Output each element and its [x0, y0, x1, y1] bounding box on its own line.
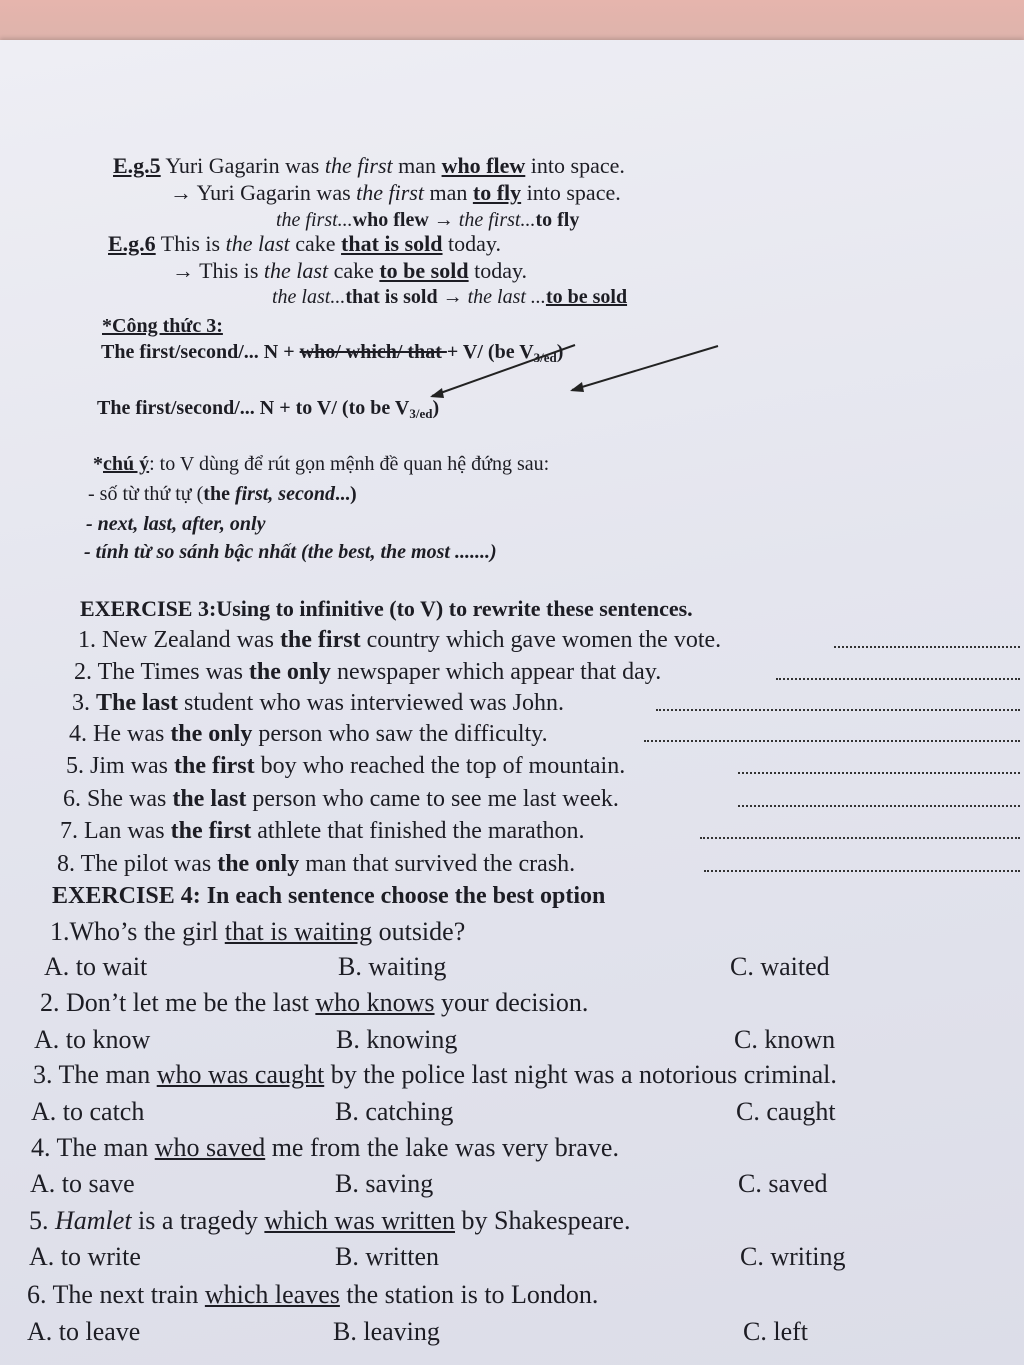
text: today.	[442, 231, 501, 256]
text: 7. Lan was	[60, 818, 171, 844]
option-a: A. to write	[29, 1242, 141, 1271]
text: person who came to see me last week.	[246, 786, 619, 812]
answer-blank	[704, 870, 1020, 872]
emphasis: the only	[170, 721, 253, 747]
text: *	[93, 453, 103, 475]
emphasis: the only	[248, 659, 331, 685]
arrow-line-1	[432, 345, 575, 396]
formula-line-2	[97, 395, 439, 427]
answer-blank	[776, 678, 1020, 680]
underlined-clause: who knows	[315, 988, 435, 1017]
underlined-clause: who was caught	[156, 1060, 325, 1089]
underlined-clause: which was written	[264, 1206, 456, 1235]
text: the	[203, 483, 235, 505]
underlined-clause: that is waiting	[224, 917, 373, 946]
text: to be sold	[545, 286, 628, 308]
text: Yuri Gagarin was	[160, 153, 325, 178]
text: → Yuri Gagarin was	[170, 180, 357, 205]
text: man	[423, 180, 473, 205]
text: 8. The pilot was	[57, 851, 218, 877]
exercise-3-item	[72, 689, 564, 717]
text: 6. The next train	[27, 1280, 205, 1309]
option-c: C. waited	[730, 952, 830, 981]
arrowhead-2	[570, 382, 584, 392]
emphasis: the only	[217, 851, 300, 877]
text: newspaper which appear that day.	[330, 659, 662, 685]
text: 1.Who’s the girl	[50, 917, 225, 946]
option-b: B. written	[335, 1242, 439, 1271]
exercise-3-item	[63, 785, 619, 813]
text: the first...	[276, 209, 353, 231]
emphasis: the first	[174, 753, 255, 779]
text: the first...	[458, 209, 536, 231]
text: 1. New Zealand was	[78, 627, 280, 653]
text: cake	[289, 231, 342, 256]
answer-blank	[834, 646, 1020, 648]
answer-blank	[644, 740, 1020, 742]
struck-text: who/ which/ that	[299, 341, 447, 363]
text: boy who reached the top of mountain.	[254, 753, 626, 779]
note-bullet-1	[88, 481, 357, 507]
exercise-3-item	[69, 720, 548, 748]
exercise-3-title: EXERCISE 3:Using to infinitive (to V) to rewrite these sentences.	[80, 596, 693, 621]
text: 5.	[29, 1206, 55, 1235]
exercise-4-question	[40, 988, 588, 1018]
exercise-4-title: EXERCISE 4: In each sentence choose the best option	[52, 883, 606, 909]
text: This is	[155, 231, 226, 256]
option-b: B. leaving	[333, 1317, 440, 1346]
exercise-3-item	[66, 752, 625, 780]
text: man	[392, 153, 442, 178]
text: the last	[263, 258, 329, 283]
exercise-4-question	[50, 917, 465, 947]
text: 4. He was	[69, 721, 171, 747]
text: The first/second/... N +	[101, 341, 300, 363]
text: + V/ (be V	[446, 341, 534, 363]
text: → This is	[172, 258, 264, 283]
text: athlete that finished the marathon.	[251, 818, 585, 844]
emphasis: the first	[170, 818, 252, 844]
option-a: A. to know	[34, 1025, 151, 1054]
text: to be sold	[379, 258, 469, 283]
exercise-4-question	[31, 1133, 619, 1163]
text: me from the lake was very brave.	[265, 1133, 619, 1162]
text: the last...	[272, 286, 346, 308]
text: by Shakespeare.	[455, 1206, 631, 1235]
emphasis: the last	[172, 786, 247, 812]
text: student who was interviewed was John.	[178, 690, 564, 716]
eg6-label: E.g.6	[108, 231, 156, 256]
subscript: 3/ed	[409, 406, 433, 421]
text: 2. The Times was	[74, 659, 249, 685]
note-label: chú ý	[103, 453, 150, 475]
note-bullet-3: - tính từ so sánh bậc nhất (the best, the most .......)	[84, 541, 497, 563]
text: first, second	[234, 483, 335, 505]
option-a: A. to wait	[44, 952, 148, 981]
text: today.	[468, 258, 528, 283]
formula-heading: *Công thức 3:	[102, 315, 223, 337]
text: the station is to London.	[339, 1280, 599, 1309]
text: the first	[356, 180, 424, 205]
text: →	[428, 209, 459, 231]
text: →	[437, 286, 468, 308]
eg5-label: E.g.5	[113, 153, 161, 178]
text: 2. Don’t let me be the last	[40, 988, 316, 1017]
emphasis: the first	[279, 627, 361, 653]
answer-blank	[700, 837, 1020, 839]
text: the first	[324, 153, 393, 178]
text: )	[556, 341, 564, 363]
text: 3.	[72, 690, 96, 716]
text: - số từ thứ tự (	[88, 483, 204, 505]
text: person who saw the difficulty.	[252, 721, 548, 747]
exercise-3-item	[78, 626, 721, 654]
text: : to V dùng để rút gọn mệnh đề quan hệ đứng sau:	[149, 453, 550, 475]
text: )	[432, 397, 440, 419]
text: the last	[225, 231, 290, 256]
text: 4. The man	[31, 1133, 155, 1162]
text: The first/second/... N + to V/ (to be V	[97, 397, 410, 419]
text: 6. She was	[63, 786, 173, 812]
text: who flew	[352, 209, 429, 231]
text: into space.	[525, 153, 625, 178]
exercise-4-question	[27, 1280, 598, 1310]
option-c: C. writing	[740, 1242, 846, 1271]
text: to fly	[472, 180, 522, 205]
option-a: A. to leave	[27, 1317, 141, 1346]
emphasis: The last	[96, 690, 179, 716]
text: by the police last night was a notorious criminal.	[324, 1060, 837, 1089]
option-b: B. knowing	[336, 1025, 458, 1054]
note-line	[93, 451, 549, 477]
text: cake	[328, 258, 380, 283]
text: 5. Jim was	[66, 753, 174, 779]
answer-blank	[738, 772, 1020, 774]
text: your decision.	[434, 988, 589, 1017]
underlined-clause: which leaves	[204, 1280, 340, 1309]
text: is a tragedy	[131, 1206, 265, 1235]
answer-blank	[738, 805, 1020, 807]
exercise-4-question	[29, 1206, 630, 1236]
exercise-3-item	[60, 817, 585, 845]
option-c: C. saved	[738, 1169, 828, 1198]
text: the last ...	[467, 286, 546, 308]
option-c: C. left	[743, 1317, 808, 1346]
text: that is sold	[345, 286, 438, 308]
answer-blank	[656, 709, 1020, 711]
option-a: A. to catch	[31, 1097, 145, 1126]
underlined-clause: who saved	[154, 1133, 266, 1162]
arrow-line-2	[572, 346, 718, 390]
note-bullet-2: - next, last, after, only	[86, 513, 266, 535]
exercise-4-question	[33, 1060, 837, 1090]
exercise-3-item	[57, 850, 575, 878]
text: ...)	[334, 483, 357, 505]
text: country which gave women the vote.	[360, 627, 722, 653]
option-b: B. catching	[335, 1097, 454, 1126]
text: Hamlet	[55, 1206, 132, 1235]
option-c: C. caught	[736, 1097, 836, 1126]
text: to fly	[535, 209, 580, 231]
text: that is sold	[341, 231, 443, 256]
option-c: C. known	[734, 1025, 836, 1054]
text: man that survived the crash.	[299, 851, 576, 877]
option-b: B. waiting	[338, 952, 447, 981]
text: into space.	[521, 180, 621, 205]
text: who flew	[441, 153, 526, 178]
subscript: 3/ed	[533, 350, 557, 365]
option-a: A. to save	[30, 1169, 135, 1198]
text: outside?	[372, 917, 466, 946]
option-b: B. saving	[335, 1169, 434, 1198]
text: 3. The man	[33, 1060, 157, 1089]
exercise-3-item	[74, 658, 661, 686]
